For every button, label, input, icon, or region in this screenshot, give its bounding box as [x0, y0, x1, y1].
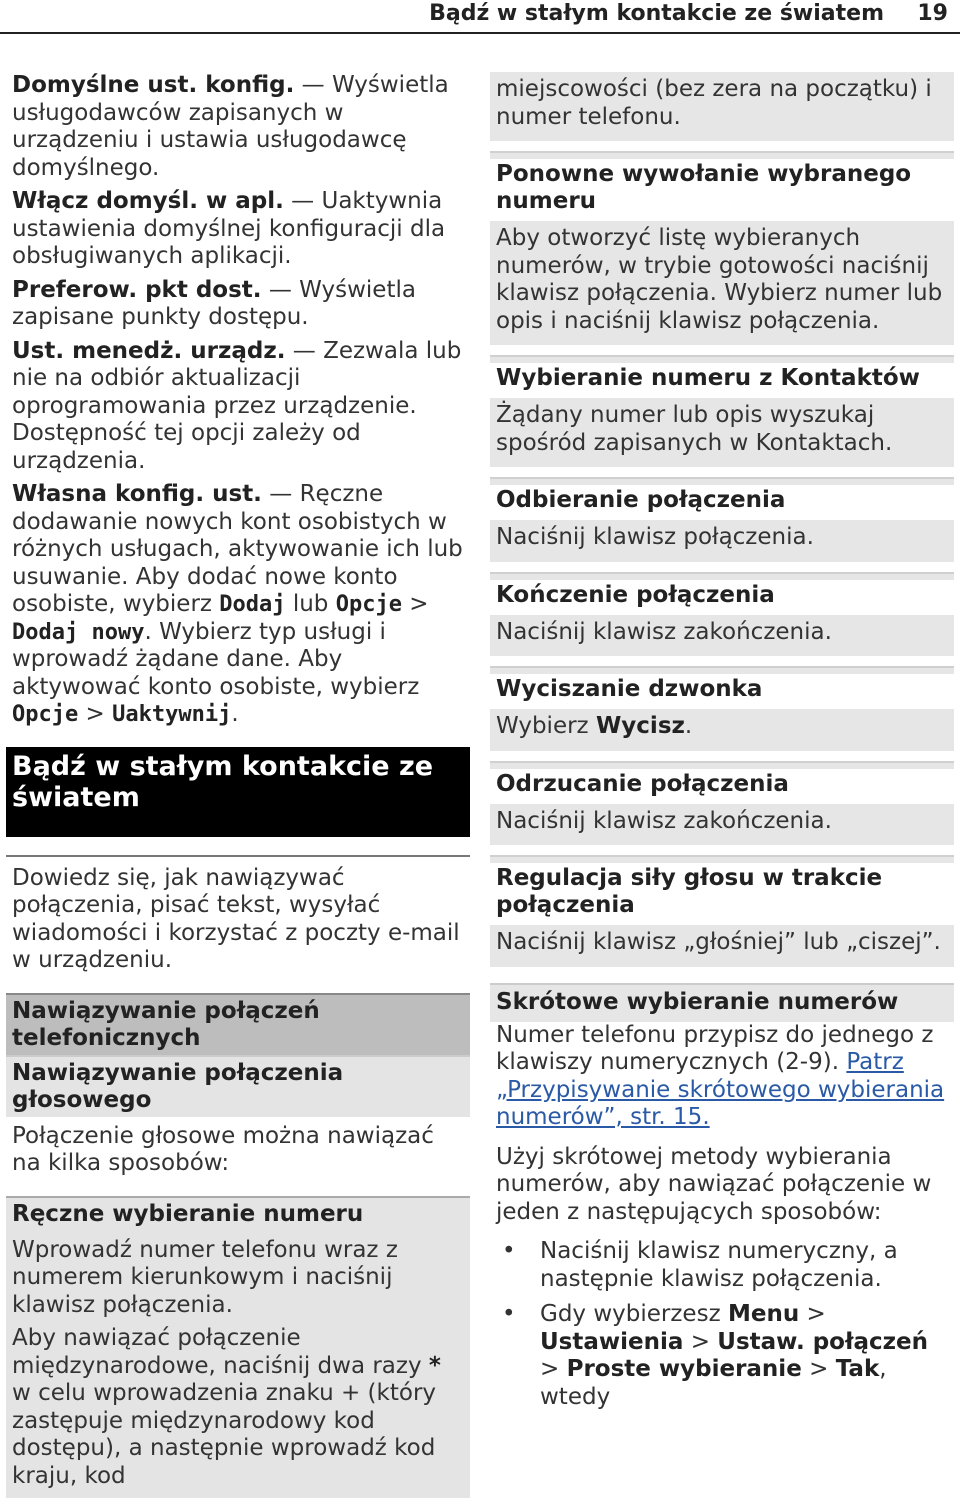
menu-separator: >	[540, 1356, 560, 1382]
menu-option-add-new: Dodaj nowy	[12, 619, 145, 645]
box-text: Naciśnij klawisz „głośniej” lub „ciszej”.	[496, 929, 941, 955]
section-intro: Dowiedz się, jak nawiązywać połączenia, pisać tekst, wysyłać wiadomości i korzystać z poczty e-mail w urządzeniu.	[12, 864, 460, 973]
box-text: Naciśnij klawisz połączenia.	[496, 524, 814, 550]
text-part: Gdy wybierzesz	[540, 1301, 721, 1327]
star-key: *	[428, 1352, 441, 1379]
em-dash: —	[291, 188, 315, 214]
def-term: Włącz domyśl. w apl.	[12, 188, 284, 214]
box-dial-from-contacts	[490, 355, 954, 467]
speed-dial-methods	[490, 1238, 954, 1411]
def-desc: Ręczne dodawanie nowych kont osobistych w różnych usługach, aktywowanie ich lub usuwanie. Aby dodać nowe konto osobiste, wybierz	[12, 481, 463, 617]
text-part: Numer telefonu przypisz do jednego z klawiszy numerycznych (2-9).	[496, 1021, 934, 1075]
menu-option-options: Opcje	[335, 592, 402, 617]
menu-option-yes: Tak	[835, 1356, 880, 1382]
box-heading: Regulacja siły głosu w trakcie połączenia	[490, 863, 954, 925]
menu-option-activate: Uaktywnij	[112, 702, 232, 727]
def-desc: Uaktywnia ustawienia domyślnej konfiguracji dla obsługiwanych aplikacji.	[12, 188, 446, 269]
text-part: .	[684, 713, 693, 739]
section-title: Bądź w stałym kontakcie ze światem	[6, 747, 470, 837]
def-item	[6, 72, 470, 182]
menu-option-options: Opcje	[12, 702, 79, 727]
em-dash: —	[268, 276, 292, 303]
cross-reference-link[interactable]: Patrz „Przypisywanie skrótowego wybierania numerów”, str. 15.	[496, 1049, 945, 1130]
box-heading: Kończenie połączenia	[490, 580, 954, 615]
menu-option-mute: Wycisz	[595, 713, 685, 739]
menu-option-speed-dial: Proste wybieranie	[566, 1356, 802, 1382]
box-text	[490, 709, 954, 741]
running-title: Bądź w stałym kontakcie ze światem	[429, 1, 884, 26]
em-dash: —	[301, 72, 325, 98]
box-answer-call	[490, 477, 954, 562]
heading-manual-dialing: Ręczne wybieranie numeru	[6, 1198, 470, 1231]
page-number: 19	[917, 1, 948, 26]
heading-voice-call: Nawiązywanie połączenia głosowego	[12, 1059, 344, 1113]
speed-dial-usage: Użyj skrótowej metody wybierania numerów, aby nawiązać połączenie w jeden z następujących sposobów:	[496, 1143, 932, 1225]
menu-option-add: Dodaj	[219, 592, 286, 617]
def-term: Ust. menedż. urządz.	[12, 337, 286, 364]
text-part: , wtedy	[540, 1356, 887, 1410]
box-end-call	[490, 572, 954, 657]
def-desc: Zezwala lub nie na odbiór aktualizacji oprogramowania przez urządzenie. Dostępność tej opcji zależy od urządzenia.	[12, 337, 462, 474]
def-desc: . Wybierz typ usługi i wprowadź żądane dane. Aby aktywować konto osobiste, wybierz	[12, 618, 420, 700]
box-text: Naciśnij klawisz zakończenia.	[496, 807, 832, 834]
box-text: Żądany numer lub opis wyszukaj spośród zapisanych w Kontaktach.	[496, 402, 893, 456]
bullet: •	[502, 1301, 516, 1327]
menu-separator: >	[690, 1328, 710, 1355]
box-heading: Odrzucanie połączenia	[490, 769, 954, 804]
menu-separator: >	[806, 1301, 826, 1327]
menu-separator: >	[409, 591, 429, 617]
def-term: Domyślne ust. konfig.	[12, 72, 295, 98]
box-heading: Wybieranie numeru z Kontaktów	[490, 363, 954, 398]
page-header	[0, 0, 960, 34]
menu-option-menu: Menu	[727, 1301, 800, 1327]
box-redial	[490, 151, 954, 345]
em-dash: —	[292, 337, 316, 364]
def-item	[6, 338, 470, 476]
def-desc: .	[231, 701, 239, 727]
em-dash: —	[269, 481, 293, 507]
continued-text: miejscowości (bez zera na początku) i numer telefonu.	[496, 76, 932, 130]
menu-separator: >	[809, 1356, 829, 1382]
box-mute-ringtone	[490, 666, 954, 751]
def-desc: Wyświetla usługodawców zapisanych w urządzeniu i ustawia usługodawcę domyślnego.	[12, 72, 449, 181]
heading-making-calls: Nawiązywanie połączeń telefonicznych	[12, 997, 320, 1051]
text-part: Aby nawiązać połączenie międzynarodowe, naciśnij dwa razy	[12, 1325, 422, 1379]
text-part: w celu wprowadzenia znaku + (który zastępuje międzynarodowy kod dostępu), a następnie wprowadź kod kraju, kod	[12, 1380, 437, 1489]
heading-speed-dial: Skrótowe wybieranie numerów	[490, 983, 954, 1022]
def-item	[6, 277, 470, 332]
menu-option-call-settings: Ustaw. połączeń	[717, 1328, 929, 1355]
bullet: •	[502, 1238, 516, 1264]
box-text: Naciśnij klawisz zakończenia.	[496, 618, 832, 645]
def-item-own-config	[6, 481, 470, 729]
def-item	[6, 188, 470, 271]
box-heading: Wyciszanie dzwonka	[490, 674, 954, 709]
left-column	[6, 72, 470, 1498]
text-part: Wybierz	[496, 713, 589, 739]
manual-dialing-text: Wprowadź numer telefonu wraz z numerem kierunkowym i naciśnij klawisz połączenia.	[12, 1236, 398, 1318]
box-reject-call	[490, 761, 954, 846]
list-item	[496, 1238, 954, 1293]
menu-option-settings: Ustawienia	[540, 1328, 684, 1355]
def-desc: Wyświetla zapisane punkty dostępu.	[12, 276, 416, 330]
voice-intro: Połączenie głosowe można nawiązać na kilka sposobów:	[12, 1122, 434, 1176]
box-heading: Ponowne wywołanie wybranego numeru	[490, 159, 954, 221]
international-dialing-text	[6, 1325, 470, 1490]
box-volume	[490, 855, 954, 967]
speed-dial-text	[490, 1022, 954, 1132]
def-desc: lub	[292, 591, 329, 617]
menu-separator: >	[85, 701, 105, 727]
right-column	[490, 72, 954, 1419]
def-term: Własna konfig. ust.	[12, 481, 262, 507]
box-text: Aby otworzyć listę wybieranych numerów, w trybie gotowości naciśnij klawisz połączenia. Wybierz numer lub opis i naciśnij klawisz połączenia.	[496, 225, 943, 334]
box-heading: Odbieranie połączenia	[490, 485, 954, 520]
list-item	[496, 1301, 954, 1411]
text-part: Naciśnij klawisz numeryczny, a następnie klawisz połączenia.	[540, 1238, 898, 1292]
def-term: Preferow. pkt dost.	[12, 276, 262, 303]
